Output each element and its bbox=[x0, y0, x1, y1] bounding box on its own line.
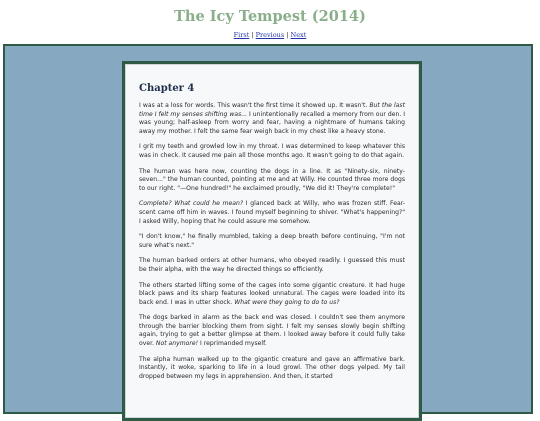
page-background bbox=[3, 44, 533, 414]
paragraph-text: I was at a loss for words. This wasn't the first time it showed up. It wasn't. bbox=[139, 102, 370, 109]
story-page bbox=[125, 64, 419, 418]
paragraph-text: The dogs barked in alarm as the back end was closed. I couldn't see them anymore through the barrier blocking them from sight. I felt my senses slowly begin shifting again, trying to get a better glimpse at them. I looked away before it could fully take over. bbox=[139, 314, 405, 348]
story-paragraph bbox=[139, 168, 405, 194]
story-paragraph bbox=[139, 282, 405, 308]
paragraph-text: The alpha human walked up to the gigantic creature and gave an affirmative bark. Instantly, it woke, sparking to life in a loud growl. The other dogs yelped. My tail dropped between my legs in apprehension. And then, it started bbox=[139, 355, 405, 380]
story-body bbox=[139, 102, 405, 381]
previous-link[interactable]: Previous bbox=[255, 31, 285, 39]
italic-text: Not anymore! bbox=[155, 340, 199, 348]
paragraph-text: I reprimanded myself. bbox=[198, 340, 267, 348]
paragraph-text: The human barked orders at other humans, who obeyed readily. I guessed this must be their alpha, with the way he directed things so efficiently. bbox=[139, 257, 405, 273]
italic-text: What were they going to do to us? bbox=[234, 298, 340, 306]
nav-separator: | bbox=[284, 31, 291, 39]
paragraph-text: I grit my teeth and growled low in my throat. I was determined to keep whatever this was in check. It caused me pain all those months ago. It wasn't going to do that again. bbox=[139, 143, 405, 159]
story-paragraph bbox=[139, 102, 405, 136]
story-paragraph bbox=[139, 143, 405, 160]
paragraph-text: I unintentionally recalled a memory from our den. I was young; half-asleep from worry and fear, having a nightmare of humans taking away my mother. I felt the same fear weigh back in my chest like a heavy stone. bbox=[139, 110, 406, 135]
story-paragraph bbox=[139, 233, 405, 250]
site-title: The Icy Tempest (2014) bbox=[174, 8, 366, 25]
chapter-heading: Chapter 4 bbox=[139, 83, 195, 94]
first-link[interactable]: First bbox=[233, 31, 250, 39]
story-paragraph bbox=[139, 257, 405, 274]
paragraph-text: The others started lifting some of the cages into some gigantic creature. It had huge black paws and its sharp features looked unnatural. The cages were loaded into its back end. I was in utter shock. bbox=[139, 281, 405, 306]
nav-separator: | bbox=[249, 31, 256, 39]
content-frame bbox=[122, 61, 422, 421]
page-navigation bbox=[0, 31, 540, 39]
paragraph-text: The human was here now, counting the dogs in a line. It as "Ninety-six, ninety-seven..." the human counted, pointing at me and at Willy. He counted three more dogs to our right. "—One hundred!" he exclaimed proudly, "We did it! They're complete!" bbox=[139, 167, 405, 192]
paragraph-text: I glanced back at Willy, who was frozen stiff. Fear-scent came off him in waves. I found myself beginning to shiver. "What's happening?" I asked Willy, hoping that he could assure me somehow. bbox=[139, 200, 406, 225]
story-paragraph bbox=[139, 200, 405, 226]
story-paragraph bbox=[139, 314, 405, 348]
italic-text: Complete? What could he mean? bbox=[139, 200, 244, 208]
italic-text: But the last time I felt my senses shifting was... bbox=[139, 102, 405, 118]
story-paragraph bbox=[139, 356, 405, 382]
paragraph-text: "I don't know," he finally mumbled, taking a deep breath before continuing, "I'm not sure what's next." bbox=[139, 233, 405, 249]
next-link[interactable]: Next bbox=[290, 31, 307, 39]
